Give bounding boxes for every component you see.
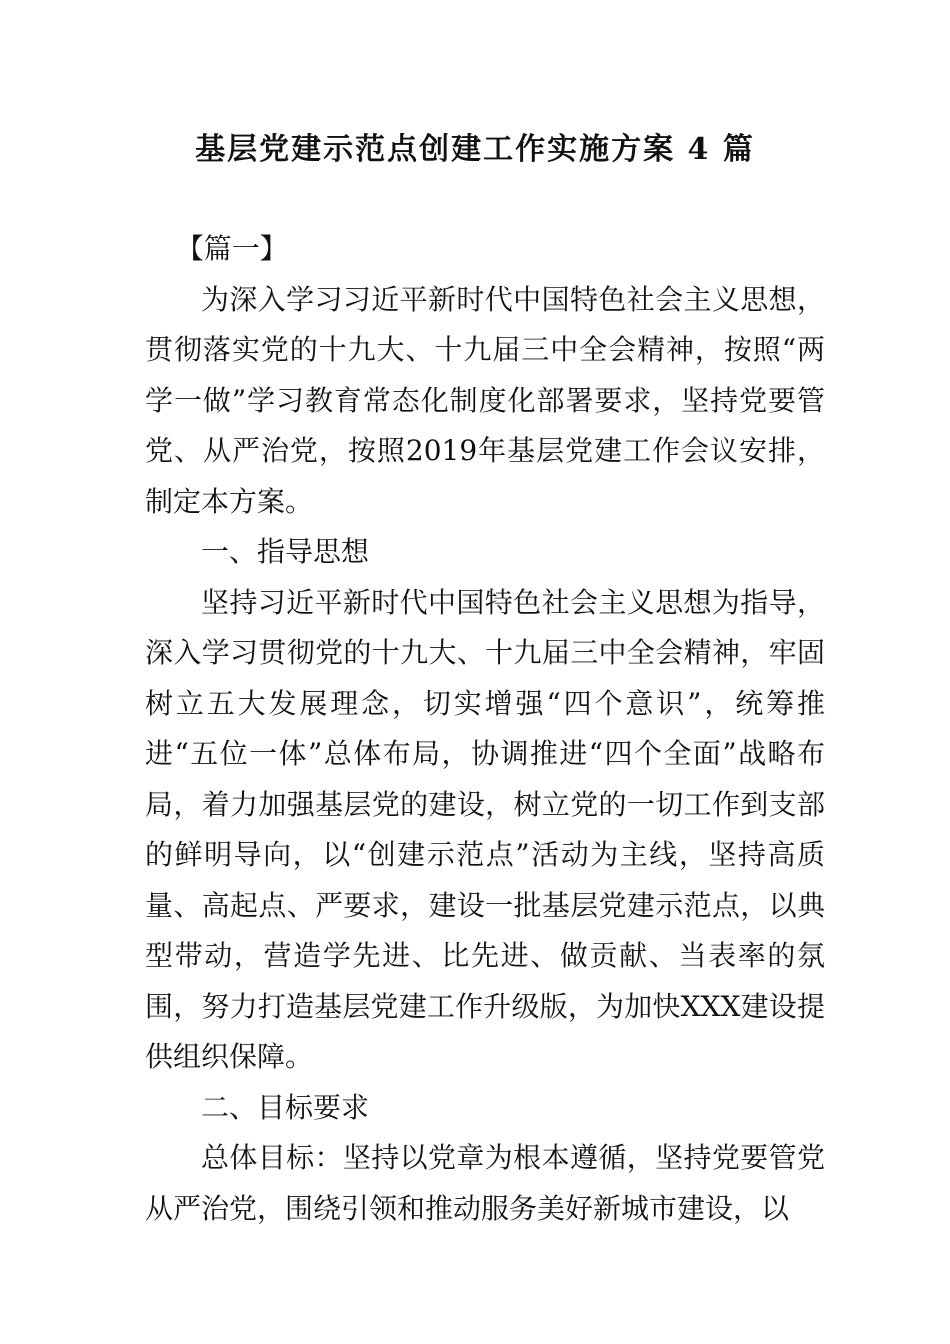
paragraph-guiding-ideology: 坚持习近平新时代中国特色社会主义思想为指导，深入学习贯彻党的十九大、十九届三中全会精神，牢固树立五大发展理念，切实增强“四个意识”，统筹推进“五位一体”总体布局，协调推进“四个全面”战略布局，着力加强基层党的建设，树立党的一切工作到支部的鲜明导向，以“创建示范点”活动为主线，坚持高质量、高起点、严要求，建设一批基层党建示范点，以典型带动，营造学先进、比先进、做贡献、当表率的氛围，努力打造基层党建工作升级版，为加快XXX建设提供组织保障。 [145,585,825,1073]
section-label: 【篇一】 [175,232,288,265]
paragraph-intro: 为深入学习习近平新时代中国特色社会主义思想，贯彻落实党的十九大、十九届三中全会精神，按照“两学一做”学习教育常态化制度化部署要求，坚持党要管党、从严治党，按照2019年基层党建工作会议安排，制定本方案。 [145,282,825,518]
heading-goals: 二、目标要求 [201,1090,370,1124]
heading-guiding-ideology: 一、指导思想 [201,535,370,568]
paragraph-goals: 总体目标：坚持以党章为根本遵循，坚持党要管党从严治党，围绕引领和推动服务美好新城市建设，以 [145,1141,825,1225]
document-title: 基层党建示范点创建工作实施方案 4 篇 [195,132,755,167]
document-body [145,224,825,1234]
